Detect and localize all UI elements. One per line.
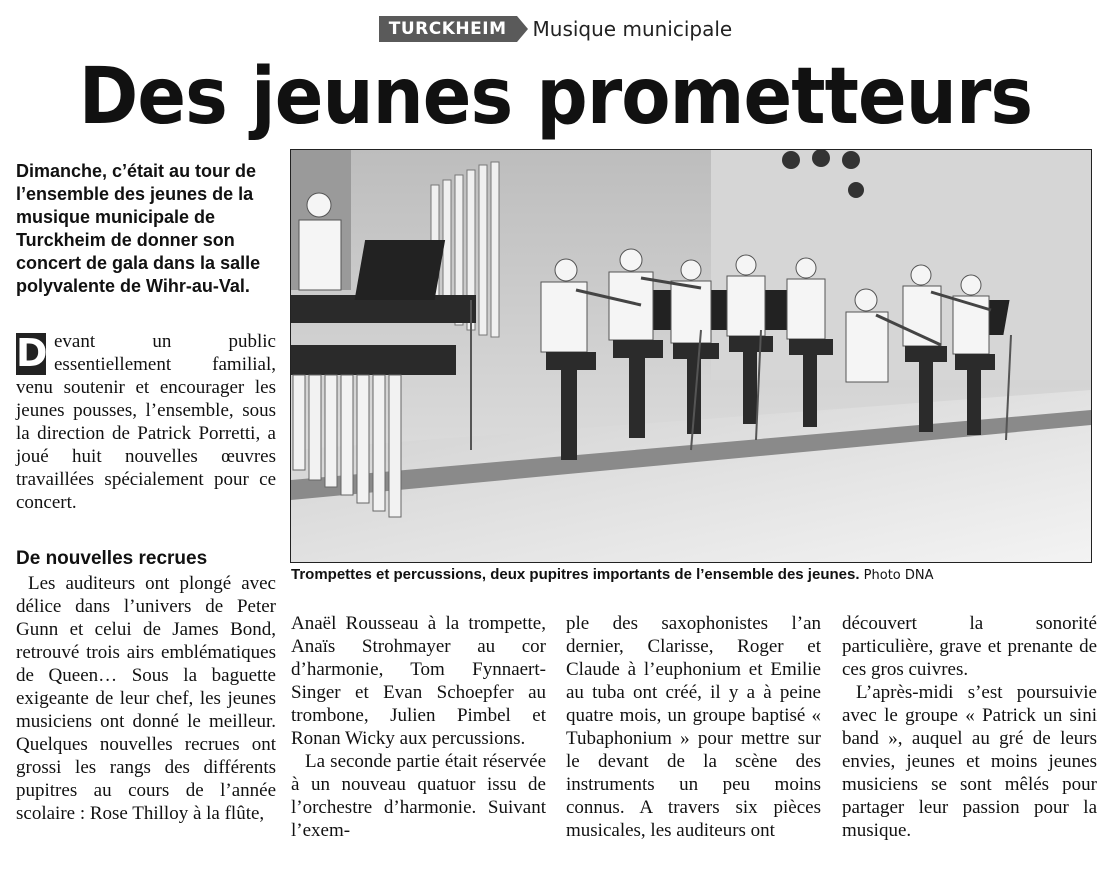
dropcap: D [16, 331, 48, 375]
concert-photo [290, 149, 1092, 563]
rubric-label: Musique municipale [532, 17, 733, 41]
column-4-para-1: découvert la sonorité particulière, grave et prenante de ces gros cuivres. [842, 613, 1097, 680]
column-4 [842, 612, 1097, 842]
column-4-para-2: L’après-midi s’est poursuivie avec le groupe « Patrick un sini band », auquel au gré de leurs envies, jeunes et moins jeunes musiciens se sont mêlés pour partager leur passion pour la musique. [842, 682, 1097, 841]
column-1-text: Les auditeurs ont plongé avec délice dans l’univers de Peter Gunn et celui de James Bond, retrouvé trois airs emblématiques de Queen… Sous la baguette exigeante de leur chef, les jeunes musiciens ont donné le meilleur. Quelques nouvelles recrues ont grossi les rangs des différents pupitres au cours de l’année scolaire : Rose Thilloy à la flûte, [16, 573, 276, 824]
lead-text: evant un public essentiellement familial, venu soutenir et encourager les jeunes pousses, l’ensemble, sous la direction de Patrick Porretti, a joué huit nouvelles œuvres travaillées spécialement pour ce concert. [16, 331, 276, 513]
concert-photo-illustration [291, 150, 1091, 562]
photo-credit: Photo DNA [863, 568, 934, 583]
lead-paragraph [16, 330, 276, 514]
subheading: De nouvelles recrues [16, 548, 208, 569]
column-3 [566, 612, 821, 842]
photo-caption [291, 566, 1091, 583]
column-2 [291, 612, 546, 842]
column-2-para-2: La seconde partie était réservée à un nouveau quatuor issu de l’orchestre d’harmonie. Suivant l’exem- [291, 751, 546, 841]
kicker-line [0, 16, 1111, 46]
caption-text: Trompettes et percussions, deux pupitres importants de l’ensemble des jeunes. [291, 566, 860, 583]
location-tag: TURCKHEIM [379, 16, 517, 42]
column-3-para-1: ple des saxophonistes l’an dernier, Clarisse, Roger et Claude à l’euphonium et Emilie au tuba ont créé, il y a à peine quatre mois, un groupe baptisé « Tubaphonium » pour mettre sur le devant de la scène des instruments un peu moins connus. A travers six pièces musicales, les auditeurs ont [566, 613, 821, 841]
standfirst: Dimanche, c’était au tour de l’ensemble des jeunes de la musique municipale de Turckheim de donner son concert de gala dans la salle polyvalente de Wihr-au-Val. [16, 161, 261, 296]
headline: Des jeunes prometteurs [78, 52, 1033, 142]
column-2-para-1: Anaël Rousseau à la trompette, Anaïs Strohmayer au cor d’harmonie, Tom Fynnaert-Singer et Evan Schoepfer au trombone, Julien Pimbel et Ronan Wicky aux percussions. [291, 613, 546, 749]
